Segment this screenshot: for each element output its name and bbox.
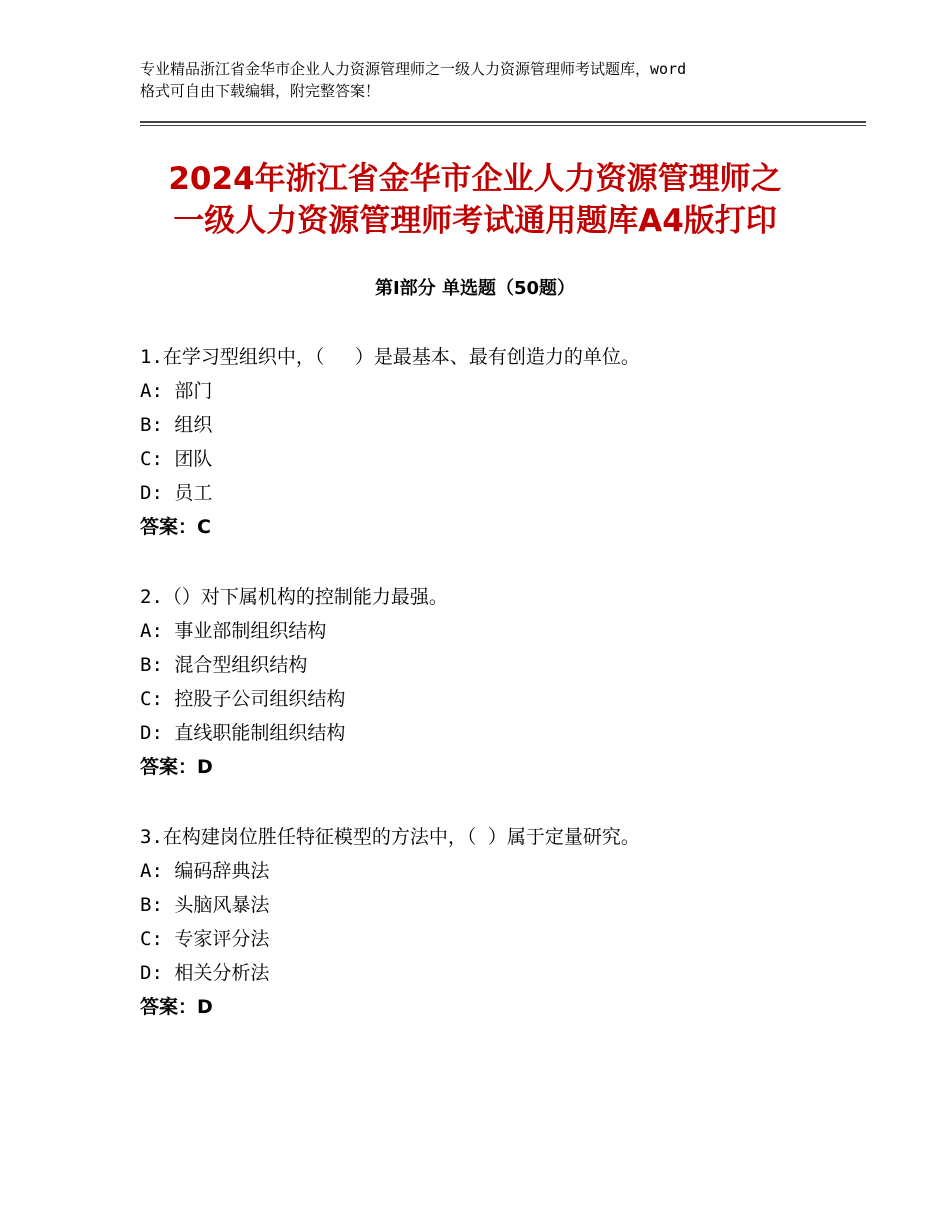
header-divider-thin	[140, 125, 866, 126]
option-a: A: 事业部制组织结构	[140, 620, 327, 642]
answer: 答案：D	[140, 996, 213, 1018]
header-divider-thick	[140, 121, 866, 123]
question-1	[140, 340, 840, 544]
option-a: A: 部门	[140, 380, 213, 402]
option-a: A: 编码辞典法	[140, 860, 270, 882]
option-c: C: 控股子公司组织结构	[140, 688, 346, 710]
question-list	[140, 340, 840, 1060]
option-c: C: 专家评分法	[140, 928, 270, 950]
option-d: D: 直线职能制组织结构	[140, 722, 346, 744]
option-d: D: 员工	[140, 482, 213, 504]
question-2	[140, 580, 840, 784]
option-b: B: 头脑风暴法	[140, 894, 270, 916]
answer: 答案：C	[140, 516, 211, 538]
question-stem: 1.在学习型组织中，（ ）是最基本、最有创造力的单位。	[140, 346, 640, 368]
option-c: C: 团队	[140, 448, 213, 470]
section-heading: 第Ⅰ部分 单选题（50题）	[374, 278, 575, 299]
option-b: B: 组织	[140, 414, 213, 436]
answer: 答案：D	[140, 756, 213, 778]
question-stem: 2.（）对下属机构的控制能力最强。	[140, 586, 448, 608]
option-d: D: 相关分析法	[140, 962, 270, 984]
question-3	[140, 820, 840, 1024]
header-note-line-1: 专业精品浙江省金华市企业人力资源管理师之一级人力资源管理师考试题库，word	[140, 60, 687, 78]
document-title	[100, 158, 850, 242]
document-title-line-1: 2024年浙江省金华市企业人力资源管理师之	[168, 161, 782, 197]
question-stem: 3.在构建岗位胜任特征模型的方法中，（ ）属于定量研究。	[140, 826, 640, 848]
header-note	[140, 58, 840, 102]
document-title-line-2: 一级人力资源管理师考试通用题库A4版打印	[173, 203, 777, 239]
header-note-line-2: 格式可自由下载编辑，附完整答案！	[140, 82, 381, 100]
option-b: B: 混合型组织结构	[140, 654, 308, 676]
